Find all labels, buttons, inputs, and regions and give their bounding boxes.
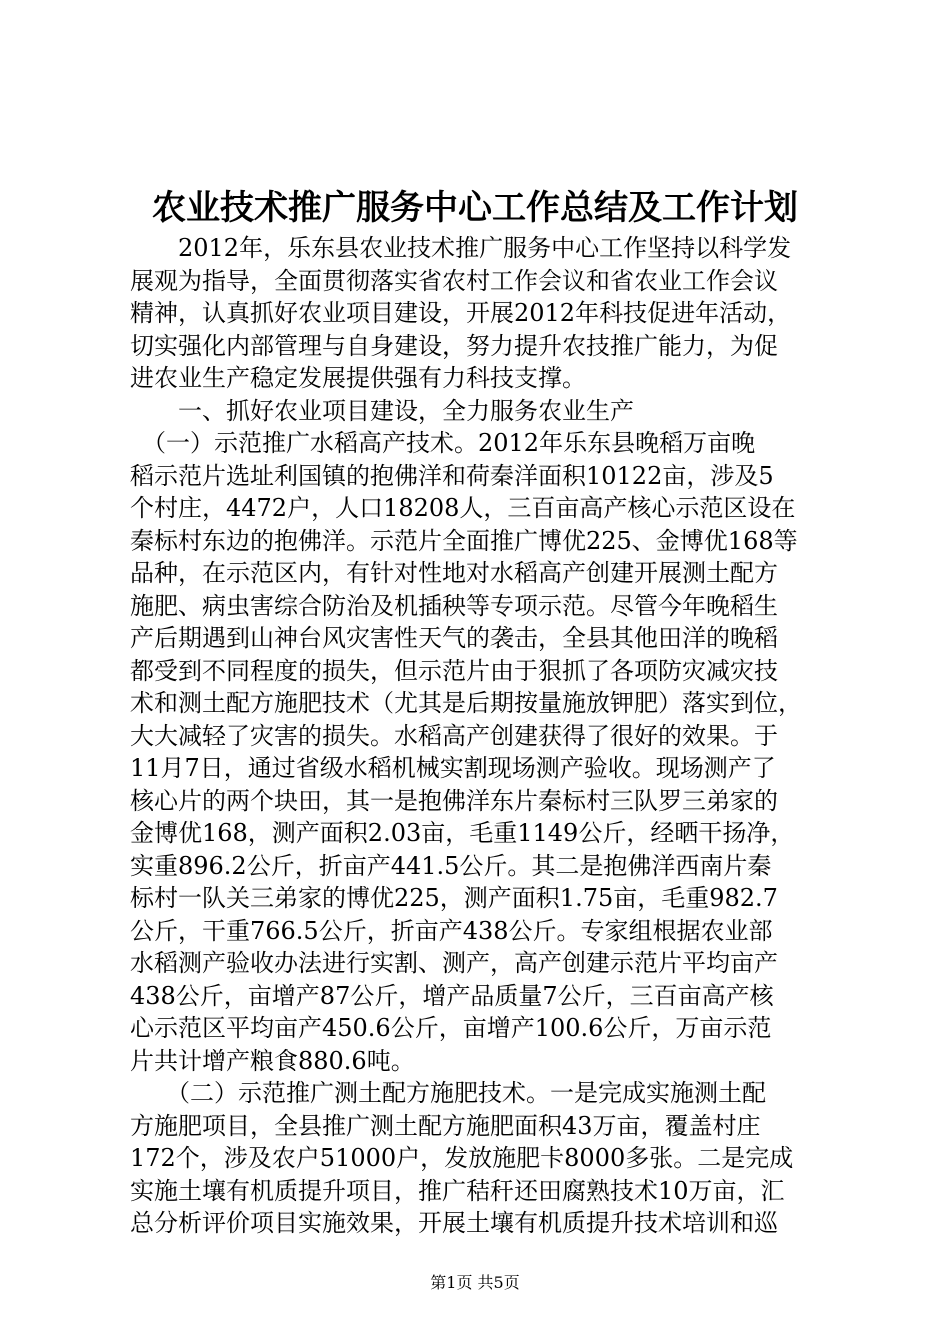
body-text-line: 172个，涉及农户51000户，发放施肥卡8000多张。二是完成 xyxy=(130,1144,794,1172)
body-text-line: 大大减轻了灾害的损失。水稻高产创建获得了很好的效果。于 xyxy=(130,721,778,750)
body-text-line: （一）示范推广水稻高产技术。2012年乐东县晚稻万亩晚 xyxy=(130,429,756,457)
body-text-line: 片共计增产粮食880.6吨。 xyxy=(130,1046,415,1075)
document-title: 农业技术推广服务中心工作总结及工作计划 xyxy=(152,188,798,228)
body-text-line: 实施土壤有机质提升项目，推广秸秆还田腐熟技术10万亩，汇 xyxy=(130,1176,785,1205)
body-text-line: 个村庄，4472户，人口18208人，三百亩高产核心示范区设在 xyxy=(130,494,796,522)
body-text-line: 施肥、病虫害综合防治及机插秧等专项示范。尽管今年晚稻生 xyxy=(130,591,778,620)
body-text-line: 秦标村东边的抱佛洋。示范片全面推广博优225、金博优168等 xyxy=(130,526,798,555)
body-text-line: 实重896.2公斤，折亩产441.5公斤。其二是抱佛洋西南片秦 xyxy=(130,851,772,880)
body-text-line: 展观为指导，全面贯彻落实省农村工作会议和省农业工作会议 xyxy=(130,266,778,295)
body-text-line: 精神，认真抓好农业项目建设，开展2012年科技促进年活动， xyxy=(130,299,792,327)
body-text-line: 11月7日，通过省级水稻机械实割现场测产验收。现场测产了 xyxy=(130,754,776,782)
body-text-line: 产后期遇到山神台风灾害性天气的袭击，全县其他田洋的晚稻 xyxy=(130,624,778,652)
body-text-line: 核心片的两个块田，其一是抱佛洋东片秦标村三队罗三弟家的 xyxy=(130,786,778,815)
body-text-line: 稻示范片选址利国镇的抱佛洋和荷秦洋面积10122亩，涉及5 xyxy=(130,461,774,490)
body-text-line: 438公斤，亩增产87公斤，增产品质量7公斤，三百亩高产核 xyxy=(130,981,774,1010)
body-text-line: 金博优168，测产面积2.03亩，毛重1149公斤，经晒干扬净， xyxy=(130,819,795,847)
body-text-line: 品种，在示范区内，有针对性地对水稻高产创建开展测土配方 xyxy=(130,559,778,587)
page-footer: 第1页 共5页 xyxy=(430,1273,520,1292)
body-text-line: 都受到不同程度的损失，但示范片由于狠抓了各项防灾减灾技 xyxy=(130,656,778,685)
body-text-line: 一、抓好农业项目建设，全力服务农业生产 xyxy=(130,396,634,425)
body-text-line: 总分析评价项目实施效果，开展土壤有机质提升技术培训和巡 xyxy=(130,1209,778,1237)
body-text-line: 公斤，干重766.5公斤，折亩产438公斤。专家组根据农业部 xyxy=(130,916,773,945)
document-body xyxy=(130,232,830,1240)
body-text-line: （二）示范推广测土配方施肥技术。一是完成实施测土配 xyxy=(130,1079,766,1107)
body-text-line: 切实强化内部管理与自身建设，努力提升农技推广能力，为促 xyxy=(130,331,778,360)
body-text-line: 2012年，乐东县农业技术推广服务中心工作坚持以科学发 xyxy=(130,234,792,262)
body-text-line: 术和测土配方施肥技术（尤其是后期按量施放钾肥）落实到位， xyxy=(130,689,802,717)
body-text-line: 心示范区平均亩产450.6公斤，亩增产100.6公斤，万亩示范 xyxy=(130,1014,772,1042)
body-text-line: 水稻测产验收办法进行实割、测产，高产创建示范片平均亩产 xyxy=(130,949,778,977)
body-text-line: 进农业生产稳定发展提供强有力科技支撑。 xyxy=(130,364,586,392)
body-text-line: 方施肥项目，全县推广测土配方施肥面积43万亩，覆盖村庄 xyxy=(130,1111,761,1140)
body-text-line: 标村一队关三弟家的博优225，测产面积1.75亩，毛重982.7 xyxy=(130,884,778,912)
